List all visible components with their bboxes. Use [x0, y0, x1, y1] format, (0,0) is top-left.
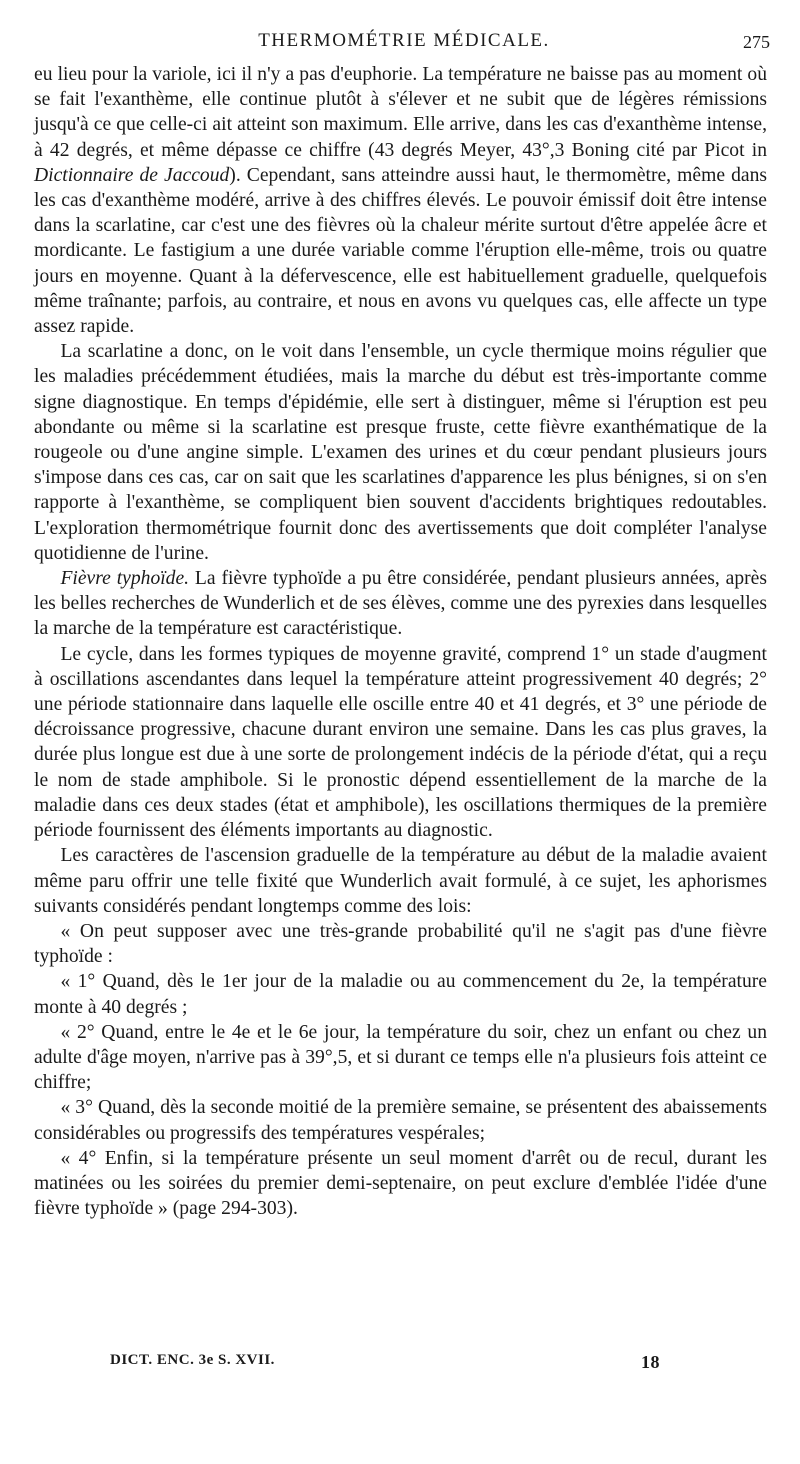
aphorism-1 [34, 969, 767, 1019]
aphorism-2 [34, 1020, 767, 1096]
paragraph-text: « 2° Quand, entre le 4e et le 6e jour, la température du soir, chez un enfant ou chez un adulte d'âge moyen, n'arrive pas à 39°,5, et si durant ce temps elle n'a plusieurs fois atteint ce chiffre; [34, 1021, 767, 1094]
section-heading: Fièvre typhoïde. [60, 568, 190, 590]
printer-signature: DICT. ENC. 3e S. XVII. [110, 1352, 275, 1368]
paragraph-text: « 1° Quand, dès le 1er jour de la maladie ou au commencement du 2e, la température monte à 40 degrés ; [34, 971, 767, 1018]
paragraph-text: La fièvre typhoïde a pu être considérée, pendant plusieurs années, après les belles recherches de Wunderlich et de ses élèves, comme une des pyrexies dans lesquelles la marche de la température est caractéristique. [34, 568, 767, 640]
paragraph-text: « 3° Quand, dès la seconde moitié de la première semaine, se présentent des abaissements considérables ou progressifs des températures vespérales; [34, 1097, 767, 1144]
paragraph-cycle [34, 642, 767, 844]
paragraph-ascension [34, 843, 767, 919]
aphorism-intro [34, 919, 767, 969]
reference-title: Dictionnaire de Jaccoud [34, 164, 230, 186]
paragraph-text: eu lieu pour la variole, ici il n'y a pas d'euphorie. La température ne baisse pas au moment où se fait l'exanthème, elle continue plutôt à s'élever et ne subit que de légères rémissions jusqu'à ce que celle-ci ait atteint son maximum. Elle arrive, dans les cas d'exanthème intense, à 42 degrés, et même dépasse ce chiffre (43 degrés Meyer, 43°,3 Boning cité par Picot in [34, 64, 767, 161]
aphorism-4 [34, 1146, 767, 1222]
paragraph-fievre-typhoide [34, 566, 767, 642]
paragraph-text: Les caractères de l'ascension graduelle de la température au début de la maladie avaient même paru offrir une telle fixité que Wunderlich avait formulé, à ce sujet, les aphorismes suivants considérés pendant longtemps comme des lois: [34, 845, 767, 917]
page-footer [110, 1352, 660, 1376]
paragraph-text: La scarlatine a donc, on le voit dans l'ensemble, un cycle thermique moins régulier que les maladies précédemment étudiées, mais la marche du début est très-importante comme signe diagnostique. En temps d'épidémie, elle sert à distinguer, même si l'éruption est peu abondante ou même si la scarlatine est presque fruste, cette fièvre exanthématique de la rougeole ou d'une angine simple. L'examen des urines et du cœur pendant plusieurs jours s'impose dans ces cas, car on sait que les scarlatines d'apparence les plus bénignes, si on s'en rapporte à l'exanthème, se compliquent bien souvent d'accidents brightiques redoutables. L'exploration thermométrique fournit donc des avertissements que doit compléter l'analyse quotidienne de l'urine. [34, 341, 767, 564]
aphorism-3 [34, 1095, 767, 1145]
page-header [38, 30, 770, 56]
body-text [34, 62, 767, 1221]
paragraph-text: « 4° Enfin, si la température présente un seul moment d'arrêt ou de recul, durant les matinées ou les soirées du premier demi-septenaire, on peut exclure d'emblée l'idée d'une fièvre typhoïde » (page 294-303). [34, 1147, 767, 1220]
paragraph-text: ). Cependant, sans atteindre aussi haut, le thermomètre, même dans les cas d'exanthème modéré, arrive à des chiffres élevés. Le pouvoir émissif doit être intense dans la scarlatine, car c'est une des fièvres où la chaleur mérite surtout d'être appelée âcre et mordicante. Le fastigium a une durée variable comme l'éruption elle-même, trois ou quatre jours en moyenne. Quant à la défervescence, elle est habituellement graduelle, quelquefois même traînante; parfois, au contraire, et nous en avons vu quelques cas, elle affecte un type assez rapide. [34, 164, 767, 338]
page-number: 275 [743, 32, 770, 52]
paragraph-text: « On peut supposer avec une très-grande probabilité qu'il ne s'agit pas d'une fièvre typhoïde : [34, 920, 767, 968]
paragraph-text: Le cycle, dans les formes typiques de moyenne gravité, comprend 1° un stade d'augment à oscillations ascendantes dans lequel la température atteint progressivement 40 degrés; 2° une période stationnaire dans laquelle elle oscille entre 40 et 41 degrés, et 3° une période de décroissance progressive, chacune durant environ une semaine. Dans les cas plus graves, la durée plus longue est due à une sorte de prolongement indécis de la période d'état, qui a reçu le nom de stade amphibole. Si le pronostic dépend essentiellement de la marche de la maladie dans ces deux stades (état et amphibole), les oscillations thermiques de la première période fournissent des éléments importants au diagnostic. [34, 643, 767, 842]
paragraph-scarlatine-temperature [34, 62, 767, 339]
paragraph-scarlatine-cycle [34, 339, 767, 566]
sheet-number: 18 [641, 1352, 660, 1372]
running-title: THERMOMÉTRIE MÉDICALE. [258, 30, 550, 51]
